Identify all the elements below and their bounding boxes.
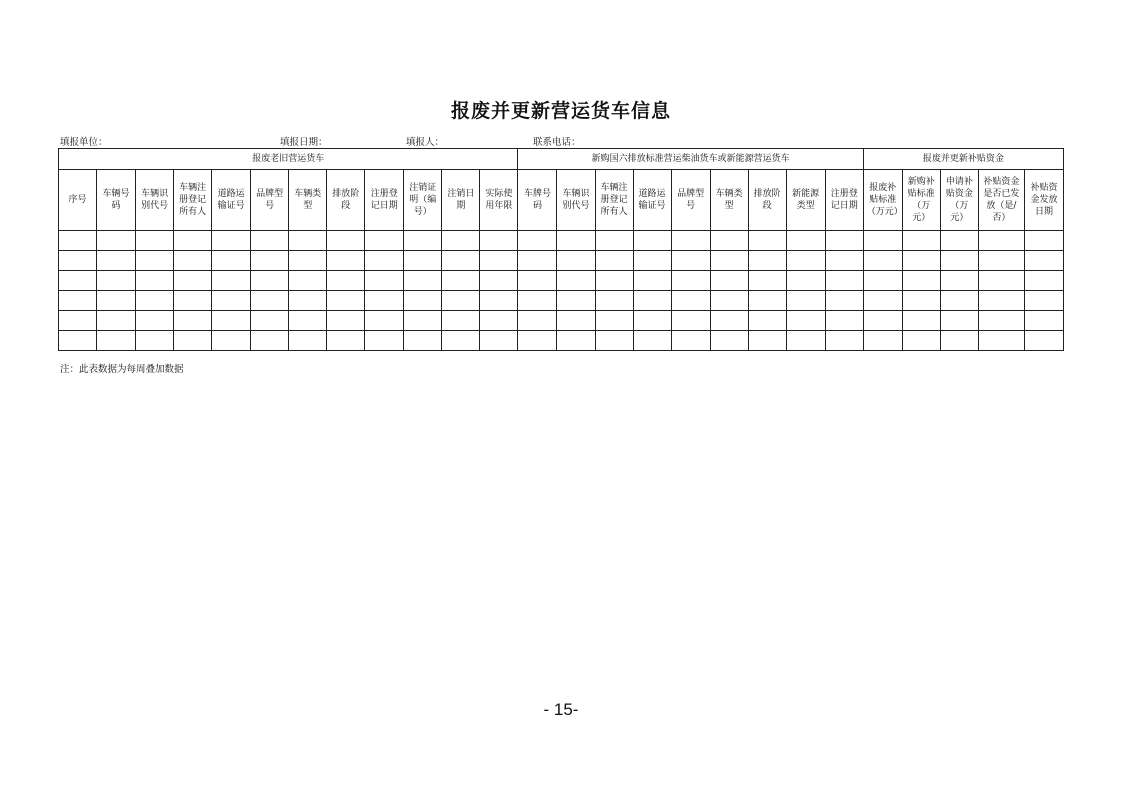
column-header <box>978 170 1024 231</box>
table-cell <box>518 231 557 251</box>
column-header <box>633 170 671 231</box>
table-cell <box>1024 251 1063 271</box>
table-cell <box>786 291 825 311</box>
table-cell <box>863 271 902 291</box>
table-cell <box>710 271 748 291</box>
table-cell <box>863 331 902 351</box>
table-cell <box>518 311 557 331</box>
column-header <box>480 170 518 231</box>
column-header-label: 注册登记日期 <box>830 189 858 211</box>
table-cell <box>978 231 1024 251</box>
table-cell <box>633 251 671 271</box>
column-header-label: 品牌型号 <box>256 189 284 211</box>
table-cell <box>97 231 136 251</box>
table-cell <box>251 331 289 351</box>
table-cell <box>174 291 212 311</box>
table-cell <box>940 291 978 311</box>
column-header <box>557 170 595 231</box>
column-header <box>1024 170 1063 231</box>
table-cell <box>404 311 442 331</box>
table-cell <box>404 291 442 311</box>
table-cell <box>595 251 633 271</box>
table-cell <box>251 271 289 291</box>
table-cell <box>289 251 327 271</box>
table-cell <box>212 291 251 311</box>
table-row <box>59 231 1064 251</box>
column-header-label: 报废补贴标准（万元） <box>866 183 903 217</box>
table-cell <box>136 271 174 291</box>
table-cell <box>59 271 97 291</box>
table-cell <box>327 331 365 351</box>
table-cell <box>327 291 365 311</box>
table-cell <box>442 251 480 271</box>
column-header <box>136 170 174 231</box>
table-cell <box>633 231 671 251</box>
table-cell <box>671 311 710 331</box>
group-header-subsidy-funds: 报废并更新补贴资金 <box>863 149 1063 170</box>
column-header-label: 排放阶段 <box>332 189 360 211</box>
table-cell <box>978 251 1024 271</box>
column-header-label: 车辆注册登记所有人 <box>600 183 628 217</box>
table-cell <box>633 331 671 351</box>
group-header-scrapped-trucks: 报废老旧营运货车 <box>59 149 518 170</box>
table-row <box>59 331 1064 351</box>
table-cell <box>671 291 710 311</box>
table-cell <box>978 271 1024 291</box>
column-header-label: 注销日期 <box>447 189 475 211</box>
table-cell <box>940 271 978 291</box>
phone-label: 联系电话： <box>533 137 581 148</box>
table-cell <box>710 331 748 351</box>
table-row <box>59 291 1064 311</box>
table-cell <box>748 311 786 331</box>
table-cell <box>518 331 557 351</box>
table-cell <box>251 251 289 271</box>
table-cell <box>1024 291 1063 311</box>
column-header-label: 道路运输证号 <box>638 189 666 211</box>
table-cell <box>404 251 442 271</box>
column-header <box>174 170 212 231</box>
table-row <box>59 271 1064 291</box>
column-header <box>595 170 633 231</box>
table-cell <box>174 311 212 331</box>
column-header <box>365 170 404 231</box>
table-cell <box>786 251 825 271</box>
table-cell <box>136 311 174 331</box>
table-cell <box>251 311 289 331</box>
table-cell <box>671 251 710 271</box>
table-cell <box>825 231 863 251</box>
column-header-label: 排放阶段 <box>753 189 781 211</box>
table-cell <box>251 231 289 251</box>
vehicle-info-table <box>58 148 1064 351</box>
table-cell <box>365 271 404 291</box>
table-cell <box>825 331 863 351</box>
table-cell <box>940 331 978 351</box>
table-cell <box>97 251 136 271</box>
table-cell <box>710 311 748 331</box>
column-header-label: 序号 <box>68 195 87 205</box>
column-header-label: 新能源类型 <box>792 189 820 211</box>
table-cell <box>442 331 480 351</box>
page-title: 报废并更新营运货车信息 <box>450 100 671 122</box>
fill-person-label: 填报人： <box>406 137 445 148</box>
table-cell <box>212 251 251 271</box>
table-cell <box>365 231 404 251</box>
table-cell <box>633 291 671 311</box>
table-cell <box>748 331 786 351</box>
table-cell <box>212 311 251 331</box>
table-cell <box>480 231 518 251</box>
fill-unit-label: 填报单位： <box>60 137 108 148</box>
column-header <box>212 170 251 231</box>
table-cell <box>59 311 97 331</box>
table-cell <box>1024 331 1063 351</box>
table-cell <box>327 231 365 251</box>
column-header-label: 车牌号码 <box>523 189 551 211</box>
table-cell <box>289 291 327 311</box>
table-cell <box>212 331 251 351</box>
table-cell <box>978 291 1024 311</box>
table-cell <box>710 291 748 311</box>
table-cell <box>671 331 710 351</box>
column-header-label: 申请补贴资金（万元） <box>945 177 973 223</box>
table-cell <box>825 271 863 291</box>
column-header-label: 车辆号码 <box>102 189 130 211</box>
table-cell <box>1024 311 1063 331</box>
table-cell <box>902 291 940 311</box>
column-header-label: 品牌型号 <box>677 189 705 211</box>
table-cell <box>595 291 633 311</box>
table-cell <box>327 311 365 331</box>
table-cell <box>136 251 174 271</box>
table-cell <box>786 271 825 291</box>
table-cell <box>289 271 327 291</box>
table-cell <box>212 271 251 291</box>
table-cell <box>671 231 710 251</box>
table-cell <box>978 331 1024 351</box>
column-header <box>671 170 710 231</box>
column-header-label: 车辆类型 <box>715 189 743 211</box>
table-cell <box>710 251 748 271</box>
table-cell <box>1024 271 1063 291</box>
table-cell <box>289 331 327 351</box>
table-cell <box>97 331 136 351</box>
table-cell <box>480 271 518 291</box>
table-cell <box>902 251 940 271</box>
column-header-label: 道路运输证号 <box>217 189 245 211</box>
table-cell <box>863 291 902 311</box>
column-header <box>902 170 940 231</box>
table-cell <box>902 231 940 251</box>
column-header <box>518 170 557 231</box>
table-cell <box>825 251 863 271</box>
table-cell <box>289 231 327 251</box>
table-cell <box>978 311 1024 331</box>
table-cell <box>97 311 136 331</box>
column-header-label: 车辆识别代号 <box>562 189 590 211</box>
table-cell <box>595 271 633 291</box>
table-cell <box>940 251 978 271</box>
table-cell <box>1024 231 1063 251</box>
table-cell <box>863 251 902 271</box>
table-cell <box>940 231 978 251</box>
table-cell <box>595 331 633 351</box>
table-cell <box>59 291 97 311</box>
column-header <box>442 170 480 231</box>
column-header <box>786 170 825 231</box>
table-cell <box>365 331 404 351</box>
table-cell <box>518 291 557 311</box>
table-cell <box>748 231 786 251</box>
table-cell <box>59 231 97 251</box>
table-cell <box>136 231 174 251</box>
column-header-label: 车辆识别代号 <box>141 189 169 211</box>
table-cell <box>480 251 518 271</box>
column-header <box>289 170 327 231</box>
table-cell <box>748 291 786 311</box>
column-header-label: 实际使用年限 <box>485 189 513 211</box>
column-header-label: 补贴资金发放日期 <box>1030 183 1058 217</box>
table-cell <box>442 231 480 251</box>
table-cell <box>59 251 97 271</box>
table-cell <box>786 331 825 351</box>
table-cell <box>710 231 748 251</box>
table-cell <box>671 271 710 291</box>
column-header-label: 补贴资金是否已发放（是/否） <box>983 177 1020 223</box>
table-cell <box>442 311 480 331</box>
column-header <box>404 170 442 231</box>
table-cell <box>174 271 212 291</box>
table-cell <box>404 231 442 251</box>
column-header-label: 注册登记日期 <box>370 189 398 211</box>
table-cell <box>97 291 136 311</box>
column-header <box>863 170 902 231</box>
table-cell <box>174 231 212 251</box>
table-cell <box>174 251 212 271</box>
fill-date-label: 填报日期： <box>280 137 328 148</box>
column-header-label: 车辆注册登记所有人 <box>179 183 207 217</box>
table-cell <box>940 311 978 331</box>
table-cell <box>595 231 633 251</box>
table-cell <box>442 271 480 291</box>
column-header-label: 车辆类型 <box>294 189 322 211</box>
page-number: - 15- <box>543 700 579 719</box>
table-row <box>59 251 1064 271</box>
table-cell <box>902 331 940 351</box>
table-cell <box>825 311 863 331</box>
table-cell <box>557 311 595 331</box>
table-cell <box>825 291 863 311</box>
table-cell <box>480 311 518 331</box>
column-header <box>251 170 289 231</box>
table-cell <box>59 331 97 351</box>
table-cell <box>786 311 825 331</box>
table-cell <box>557 271 595 291</box>
column-header-label: 注销证明（编号） <box>409 183 437 217</box>
group-header-new-trucks: 新购国六排放标准营运柴油货车或新能源营运货车 <box>518 149 863 170</box>
table-cell <box>480 331 518 351</box>
footnote: 注：此表数据为每周叠加数据 <box>60 364 184 375</box>
table-cell <box>442 291 480 311</box>
table-cell <box>327 271 365 291</box>
table-cell <box>863 311 902 331</box>
table-cell <box>136 331 174 351</box>
table-cell <box>212 231 251 251</box>
table-cell <box>97 271 136 291</box>
table-cell <box>863 231 902 251</box>
table-cell <box>365 291 404 311</box>
column-header <box>710 170 748 231</box>
table-cell <box>902 311 940 331</box>
column-header-label: 新购补贴标准（万元） <box>907 177 935 223</box>
table-cell <box>174 331 212 351</box>
table-row <box>59 311 1064 331</box>
table-cell <box>251 291 289 311</box>
column-header <box>940 170 978 231</box>
table-cell <box>902 271 940 291</box>
column-header <box>59 170 97 231</box>
table-cell <box>748 251 786 271</box>
table-cell <box>289 311 327 331</box>
table-cell <box>480 291 518 311</box>
table-cell <box>136 291 174 311</box>
table-cell <box>557 231 595 251</box>
table-cell <box>518 251 557 271</box>
table-cell <box>365 251 404 271</box>
table-cell <box>518 271 557 291</box>
table-cell <box>404 331 442 351</box>
table-cell <box>748 271 786 291</box>
table-cell <box>365 311 404 331</box>
table-cell <box>633 271 671 291</box>
table-cell <box>633 311 671 331</box>
column-header <box>748 170 786 231</box>
table-cell <box>327 251 365 271</box>
table-cell <box>595 311 633 331</box>
column-header <box>327 170 365 231</box>
table-cell <box>557 331 595 351</box>
column-header <box>825 170 863 231</box>
table-cell <box>786 231 825 251</box>
table-cell <box>557 251 595 271</box>
column-header <box>97 170 136 231</box>
table-cell <box>404 271 442 291</box>
table-cell <box>557 291 595 311</box>
